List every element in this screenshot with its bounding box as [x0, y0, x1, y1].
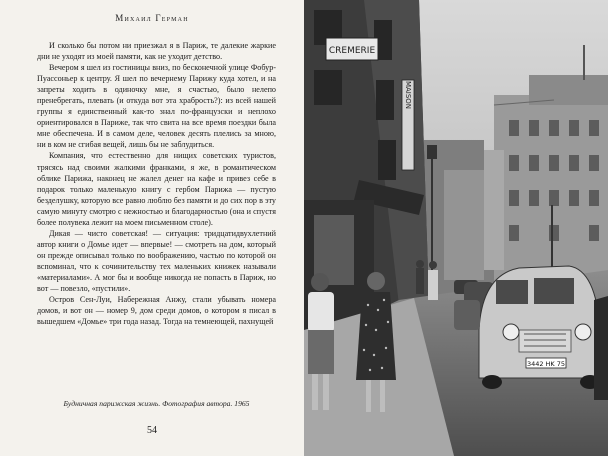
car-2cv: [479, 266, 600, 389]
paragraph: И сколько бы потом ни приезжал я в Париж, те далекие жаркие дни не уходят из моей памяти, как не уходит детство.: [37, 41, 276, 62]
paragraph: Вечером я шел из гостиницы вниз, по бесконечной улице Фобур-Пуассоньер к центру. Я шел по вечернему Парижу куда хотел, и на запреты ходить в одиночку мне, я счастью, было нелепо пренебрегать, плевать (и откуда вот эта храбрость?): из всей нашей группы я единственный как-то знал по-французски и неплохо ориентировался в Париже, так что свита на все время поездки была мне обеспечена. И в самом деле, человек десять плелись за мною, ни в ком не сгибая вещей, лишь бы не заблудиться.: [37, 63, 276, 150]
paragraph: Дикая — чисто советская! — ситуация: тридцатидвухлетний автор книги о Домье идет — впервые! — смотреть на дом, который он прежде описывал только по воображению, частью по которой он вспоминал, что к сочинительству тех маленьких книжек называли «материалами». А мог бы и вообще никогда не попасть в Париж, но вот — повезло, «пустили».: [37, 228, 276, 294]
vertical-sign: MAISON: [404, 80, 412, 110]
paragraph: Компания, что естественно для нищих советских туристов, трясясь над своими жалкими франками, я же, в романтическом облике Парижа, наконец не жалел денег на кафе и привез себе в подарок только маленькую книгу с гербом Парижа — пустую безделушку, которую все равно люблю без памяти и до сих пор в эту самую минуту смотрю с нежностью и благодарностью (она и спустя более полувека лежит на моем письменном столе).: [37, 151, 276, 227]
photo-caption: Будничная парижская жизнь. Фотография автора. 1965: [63, 399, 250, 408]
running-head: Михаил Герман: [115, 13, 189, 23]
license-plate: 3442 HK 75: [526, 360, 566, 368]
page-number: 54: [147, 425, 157, 436]
body-text: [37, 40, 276, 327]
cremerie-sign: CREMERIE: [328, 46, 376, 56]
paragraph: Остров Сен-Луи, Набережная Анжу, стали убывать номера домов, и вот он — номер 9, дом среди домов, о котором я писал в вышедшем «Домье» три года назад. Тогда на темнеющей, пахнущей: [37, 295, 276, 327]
street-photo: [304, 0, 608, 456]
street-photo-drawing: [304, 0, 608, 456]
